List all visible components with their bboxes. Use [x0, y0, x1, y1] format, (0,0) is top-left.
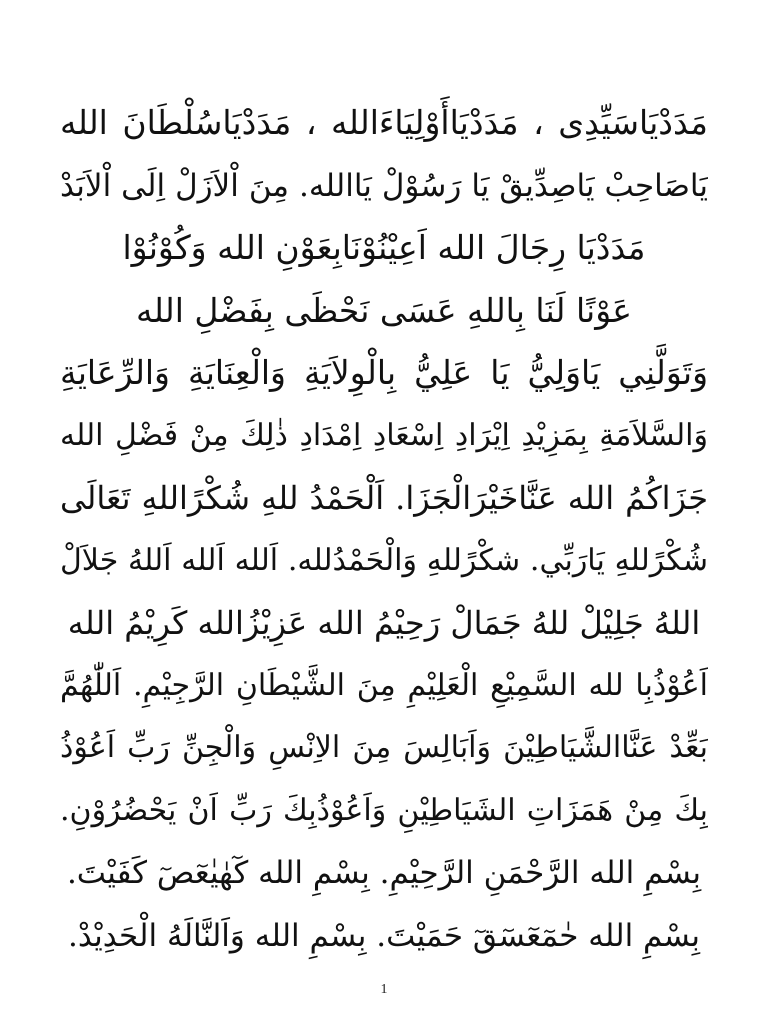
text-line-4: عَوْنًا لَنَا بِاللهِ عَسَى نَحْظَى بِفَضْلِ الله [136, 290, 632, 330]
text-line-7: جَزَاكُمُ الله عَنَّاخَيْرَالْجَزَا. اَلْحَمْدُ للهِ شُكْرًاللهِ تَعَالَى [60, 479, 708, 517]
text-line-9: اللهُ جَلِيْلْ للهُ جَمَالْ رَحِيْمُ الله عَزِيْزُالله كَرِيْمُ الله [67, 604, 701, 642]
text-line-3: مَدَدْيَا رِجَالَ الله اَعِيْنُوْنَابِعَوْنِ الله وَكُوْنُوْا [122, 228, 646, 267]
text-line-14: بِسْمِ الله حٰمٓعٓسٓقٓ حَمَيْتَ. بِسْمِ الله وَاَلنَّالَهُ الْحَدِيْدْ. [68, 917, 700, 954]
text-line-12: بِكَ مِنْ هَمَزَاتِ الشَيَاطِيْنِ وَاَعُوْذُبِكَ رَبِّ اَنْ يَحْضُرُوْنِ. [60, 792, 708, 828]
text-line-10: اَعُوْذُبِا لله السَّمِيْعِ الْعَلِيْمِ مِنَ الشَّيْطَانِ الرَّجِيْمِ. اَللّٰهُمَّ [60, 667, 708, 703]
text-line-6: وَالسَّلاَمَةِ بِمَزِيْدِ اِيْرَادِ اِسْعَادِ اِمْدَادِ ذٰلِكَ مِنْ فَضْلِ الله [60, 417, 708, 453]
text-line-5: وَتَوَلَّنِي يَاوَلِيُّ يَا عَلِيُّ بِالْوِلاَيَةِ وَالْعِنَايَةِ وَالرِّعَايَةِ [60, 353, 708, 392]
text-line-11: بَعِّدْ عَنَّاالشَّيَاطِيْنَ وَاَبَالِسَ مِنَ الاِنْسِ وَالْجِنِّ رَبِّ اَعُوْذُ [60, 730, 708, 765]
text-line-8: شُكْرًللهِ يَارَبِّي. شكْرًللهِ وَالْحَمْدُلله. اَلله اَلله اَللهُ جَلاَلْ [60, 542, 708, 578]
page-number: 1 [380, 982, 388, 997]
text-line-2: يَاصَاحِبْ يَاصِدِّيقْ يَا رَسُوْلْ يَاالله. مِنَ اْلاَزَلْ اِلَى اْلاَبَدْ [60, 167, 708, 204]
arabic-text-block [60, 92, 708, 967]
text-line-1: مَدَدْيَاسَيِّدِى ، مَدَدْيَاأَوْلِيَاءَالله ، مَدَدْيَاسُلْطَانَ الله [60, 103, 708, 142]
text-line-13: بِسْمِ الله الرَّحْمَنِ الرَّحِيْمِ. بِسْمِ الله كٓهٰيٰعٓصٓ كَفَيْتَ. [66, 855, 702, 891]
